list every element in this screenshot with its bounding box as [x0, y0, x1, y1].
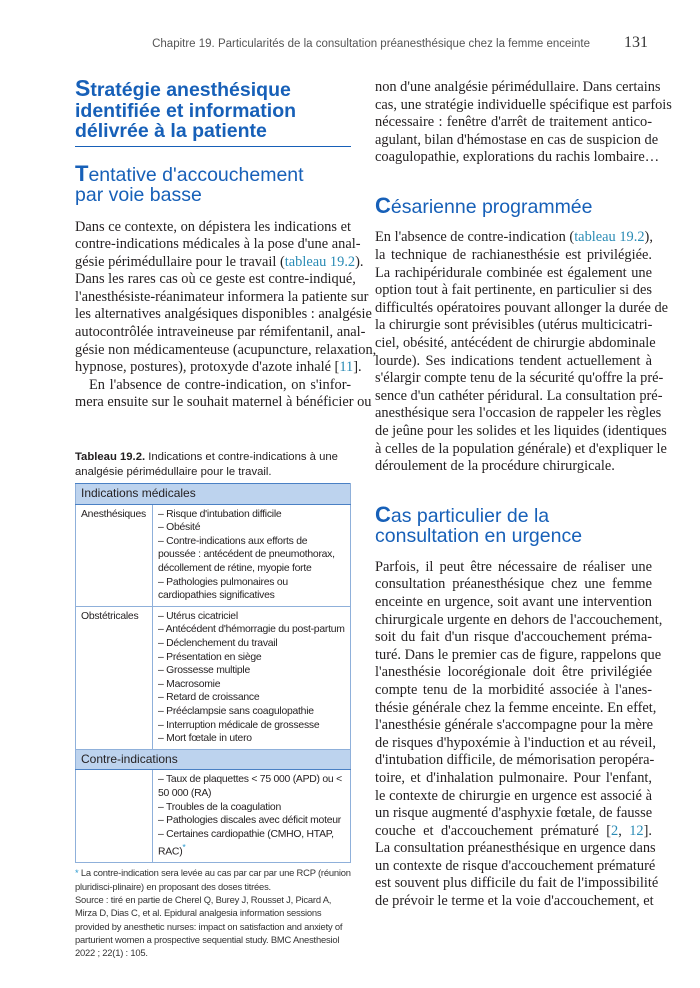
- heading-text: as particulier de la: [390, 504, 550, 527]
- table-caption: [75, 450, 351, 479]
- table-item-text: – Interruption médicale de grossesse: [158, 719, 320, 731]
- text-line: le contexte de chirurgie en urgence est associé à: [375, 787, 652, 804]
- table-row: [76, 504, 351, 606]
- text-line: l'anesthésiste-réanimateur informera la patiente sur: [75, 288, 369, 305]
- table-item: [158, 637, 345, 651]
- table-item-text: – Pathologies pulmonaires ou cardiopathies significatives: [158, 576, 288, 602]
- heading-line: [75, 75, 351, 101]
- table-item-text: – Antécédent d'hémorragie du post-partum: [158, 624, 345, 636]
- table-item: [158, 705, 345, 719]
- text-segment: ].: [353, 359, 362, 376]
- table-row-items: [153, 606, 351, 749]
- table-item: [158, 508, 345, 522]
- text-line: compte tenu de la morbidité associée à l'anes-: [375, 681, 652, 698]
- subsection-title-emergency: [375, 501, 652, 548]
- heading-line: [375, 192, 652, 218]
- text-segment: hypnose, postures), protoxyde d'azote inhalé [: [75, 359, 340, 376]
- heading-text: délivrée à la patiente: [75, 120, 267, 142]
- text-line: non d'une analgésie périmédullaire. Dans certains: [375, 79, 661, 95]
- table-item: [158, 651, 345, 665]
- reference-link[interactable]: tableau 19.2: [284, 253, 356, 270]
- text-line: un contexte de risque d'accouchement prématuré: [375, 857, 656, 874]
- text-segment: couche et d'accouchement prématuré [: [375, 822, 611, 839]
- table-section-header: [76, 749, 351, 770]
- text-line: un risque augmenté d'asphyxie fœtale, de fausse: [375, 805, 653, 822]
- text-line: déroulement de la procédure chirurgicale.: [375, 458, 615, 475]
- text-line: Parfois, il peut être nécessaire de réaliser une: [375, 558, 652, 575]
- text-line: sence d'un cathéter péridural. La consultation pré-: [375, 387, 663, 404]
- table-item: [158, 773, 345, 800]
- table-row-label: Anesthésiques: [76, 504, 153, 606]
- text-line: à celles de la population générale) et d'expliquer le: [375, 440, 667, 457]
- table-section-header: [76, 484, 351, 505]
- table-item-text: – Présentation en siège: [158, 651, 262, 663]
- table-item: [158, 535, 345, 576]
- table-row-label: [76, 770, 153, 863]
- heading-initial: T: [75, 160, 89, 186]
- text-line: soit du fait d'un risque d'accouchement préma-: [375, 629, 652, 646]
- table-item: [158, 814, 345, 828]
- table-item-text: – Certaines cardiopathie (CMHO, HTAP, RAC): [158, 828, 334, 858]
- text-line: agulant, bilan d'hémostase en cas de suspicion de: [375, 131, 659, 148]
- text-line: de jeûne pour les solides et les liquides (identiques: [375, 423, 667, 439]
- table-item: [158, 801, 345, 815]
- heading-line: [75, 160, 351, 186]
- text-line: enceinte en urgence, soit avant une intervention: [375, 593, 652, 610]
- table-item-text: – Taux de plaquettes < 75 000 (APD) ou < 50 000 (RA): [158, 774, 342, 799]
- text-line: mera ensuite sur le souhait maternel à bénéficier ou: [75, 394, 372, 411]
- text-line: [75, 253, 364, 272]
- subsection-title-cesarean: [375, 192, 652, 218]
- text-segment: ),: [644, 229, 653, 246]
- heading-text: consultation en urgence: [375, 525, 583, 548]
- table-row: [76, 770, 351, 863]
- text-segment: En l'absence de contre-indication (: [375, 229, 575, 246]
- table-item-text: – Troubles de la coagulation: [158, 801, 281, 813]
- text-line: Dans les rares cas où ce geste est contre-indiqué,: [75, 271, 356, 288]
- table-row-items: [153, 770, 351, 863]
- table-caption-text: Indications et contre-indications à une analgésie périmédullaire pour le travail.: [75, 451, 338, 478]
- text-line: thésie générale chez la femme enceinte. En effet,: [375, 699, 657, 716]
- table-item: [158, 691, 345, 705]
- table-row-items: [153, 504, 351, 606]
- paragraph-continuation: [375, 79, 672, 167]
- text-line: turé. Dans le premier cas de figure, rappelons que: [375, 646, 662, 663]
- text-line: cas, une stratégie individuelle spécifique est parfois: [375, 96, 672, 113]
- table-item-text: – Prééclampsie sans coagulopathie: [158, 705, 314, 717]
- left-column: [75, 75, 377, 959]
- reference-link[interactable]: 11: [339, 359, 354, 376]
- table-section-heading: Contre-indications: [76, 749, 351, 770]
- heading-initial: C: [375, 192, 391, 218]
- text-line: En l'absence de contre-indication, on s'infor-: [89, 376, 351, 393]
- table-item: [158, 719, 345, 733]
- heading-line: [375, 526, 652, 547]
- table-section-heading: Indications médicales: [76, 484, 351, 505]
- footnote-marker: *: [182, 842, 186, 853]
- table-item: [158, 610, 345, 624]
- text-line: La rachipéridurale combinée est également une: [375, 264, 652, 281]
- text-line: difficultés opératoires pouvant allonger la durée de: [375, 299, 669, 316]
- indications-table: [75, 483, 351, 863]
- right-column: [375, 78, 672, 911]
- heading-text: ésarienne programmée: [390, 195, 593, 218]
- table-item-text: – Déclenchement du travail: [158, 637, 278, 649]
- heading-line: [75, 185, 351, 206]
- text-segment: ].: [643, 822, 652, 839]
- table-row: [76, 606, 351, 749]
- text-line: ciel, obésité, antécédent de chirurgie abdominale: [375, 335, 656, 352]
- heading-line: [75, 121, 351, 142]
- text-line: gésie non médicamenteuse (acupuncture, relaxation,: [75, 341, 377, 358]
- heading-text: par voie basse: [75, 184, 202, 206]
- text-line: option tout à fait pertinente, en particulier si des: [375, 282, 652, 299]
- text-line: [75, 359, 362, 377]
- table-item-text: – Mort fœtale in utero: [158, 733, 252, 745]
- text-line: coagulopathie, explorations du rachis lombaire…: [375, 149, 660, 166]
- table-item-text: – Pathologies discales avec déficit moteur: [158, 815, 341, 827]
- table-item: [158, 576, 345, 603]
- table-row-label: Obstétricales: [76, 606, 153, 749]
- text-segment: ,: [618, 822, 630, 839]
- text-line: [375, 823, 652, 841]
- table-item-text: – Contre-indications aux efforts de poussée : antécédent de pneumothorax, décollement de rétine, myopie forte: [158, 535, 335, 574]
- page-number: 131: [624, 34, 648, 51]
- paragraph-vaginal-delivery: [75, 218, 377, 413]
- reference-link[interactable]: 2: [611, 822, 619, 839]
- text-line: de risques d'hypoxémie à l'induction et au réveil,: [375, 734, 656, 751]
- running-header: Chapitre 19. Particularités de la consultation préanesthésique chez la femme enceinte: [152, 38, 590, 50]
- text-line: de prévoir le terme et la voie d'accouchement, et: [375, 893, 654, 910]
- table-caption-label: Tableau 19.2.: [75, 451, 146, 464]
- text-line: lourde). Ses indications tendent actuellement à: [375, 352, 652, 369]
- text-line: [375, 229, 652, 247]
- table-item-text: – Grossesse multiple: [158, 665, 251, 677]
- table-item: [158, 664, 345, 678]
- table-footnote: * La contre-indication sera levée au cas par car par une RCP (réunion pluridisci-plinaire) en proposant des doses titrées.: [75, 867, 351, 892]
- section-title: [75, 75, 351, 147]
- table-item: [158, 623, 345, 637]
- heading-line: [75, 101, 351, 122]
- text-line: s'élargir compte tenu de la sécurité qu'offre la pré-: [375, 370, 664, 387]
- table-item: [158, 521, 345, 535]
- text-line: autocontrôlée intraveineuse par rémifentanil, anal-: [75, 324, 366, 341]
- text-line: la technique de rachianesthésie est privilégiée.: [375, 247, 652, 264]
- table-notes: [75, 866, 351, 959]
- text-line: l'anesthésie générale s'accompagne pour la mère: [375, 717, 654, 734]
- heading-text: tratégie anesthésique: [90, 79, 291, 101]
- table-item-text: – Utérus cicatriciel: [158, 610, 238, 622]
- subsection-title-vaginal-delivery: [75, 160, 351, 206]
- table-source: Source : tiré en partie de Cherel Q, Burey J, Rousset J, Picard A, Mirza D, Dias C, et al. Epidural analgesia information sessions provided by anesthetic nurses: impact on satisfaction and anxiety of parturient women a prospective sequential study. BMC Anesthesiol 2022 ; 22(1) : 105.: [75, 893, 343, 959]
- text-line: contre-indications médicales à la pose d'une anal-: [75, 236, 361, 253]
- text-line: La consultation préanesthésique en urgence dans: [375, 840, 656, 857]
- table-item: [158, 828, 345, 860]
- text-line: la chirurgie sont prévisibles (utérus multicicatri-: [375, 317, 653, 334]
- text-line: chirurgicale urgente en dehors de l'accouchement,: [375, 611, 663, 628]
- text-line: anesthésique sera l'occasion de rappeler les règles: [375, 405, 662, 422]
- reference-link[interactable]: 12: [629, 822, 644, 839]
- table-item: [158, 678, 345, 692]
- table-item-text: – Risque d'intubation difficile: [158, 508, 282, 520]
- table-item-text: – Obésité: [158, 522, 201, 534]
- text-line: consultation préanesthésique chez une femme: [375, 576, 652, 593]
- text-segment: ).: [355, 253, 364, 270]
- table-item: [158, 732, 345, 746]
- heading-text: entative d'accouchement: [88, 163, 304, 186]
- table-item-text: – Retard de croissance: [158, 692, 260, 704]
- text-segment: gésie périmédullaire pour le travail (: [75, 253, 285, 270]
- text-line: est souvent plus difficile du fait de l'impossibilité: [375, 875, 659, 892]
- text-line: l'anesthésie locorégionale doit être privilégiée: [375, 664, 652, 681]
- heading-initial: C: [375, 501, 391, 527]
- heading-line: [375, 501, 652, 527]
- heading-initial: S: [75, 75, 91, 101]
- paragraph-cesarean: [375, 229, 669, 475]
- heading-text: identifiée et information: [75, 99, 297, 122]
- reference-link[interactable]: tableau 19.2: [574, 229, 645, 246]
- paragraph-emergency: [375, 558, 663, 911]
- text-line: nécessaire : fenêtre d'arrêt de traitement antico-: [375, 114, 652, 131]
- text-line: Dans ce contexte, on dépistera les indications et: [75, 218, 351, 235]
- text-line: les alternatives analgésiques disponibles : analgésie: [75, 306, 372, 323]
- text-line: d'intubation difficile, de mémorisation peropéra-: [375, 752, 655, 769]
- table-item-text: – Macrosomie: [158, 678, 221, 690]
- text-line: toire, et d'inhalation pulmonaire. Pour l'enfant,: [375, 769, 652, 786]
